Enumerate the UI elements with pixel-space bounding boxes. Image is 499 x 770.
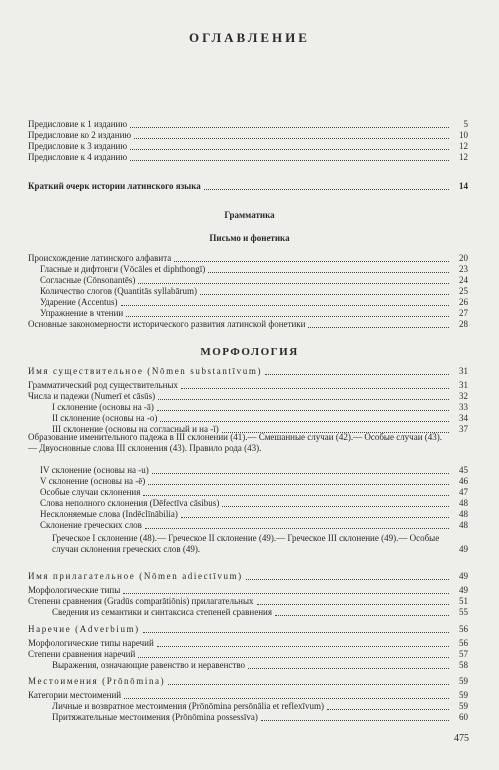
dot-leader xyxy=(200,293,449,295)
toc-entry xyxy=(28,596,468,607)
entry-title: Имя существительное (Nōmen substantīvum) xyxy=(28,366,263,376)
page-number: 31 xyxy=(459,380,468,390)
toc-entry xyxy=(28,308,468,319)
page-number: 55 xyxy=(459,607,468,617)
entry-title: Краткий очерк истории латинского языка xyxy=(28,181,201,191)
entry-title: Ударение (Accentus) xyxy=(40,297,118,307)
entry-title: Гласные и дифтонги (Vōcāles et diphthongī) xyxy=(40,264,206,274)
paragraph-text: Греческое I склонение (48).— Греческое II склонение (49).— Греческое III склонение (49).— Особые случаи склонения греческих слов (49). xyxy=(52,533,440,554)
page-number: 14 xyxy=(459,181,468,191)
toc-entry xyxy=(28,624,468,635)
dot-leader xyxy=(174,260,449,262)
entry-title: Личные и возвратное местоимения (Prōnōmina persōnālia et reflexīvum) xyxy=(52,701,324,711)
toc-paragraph xyxy=(28,533,468,555)
page-number: 31 xyxy=(459,366,468,376)
dot-leader xyxy=(157,645,449,647)
toc-entry xyxy=(28,465,468,476)
entry-title: Предисловие к 3 изданию xyxy=(28,141,128,151)
page-number: 48 xyxy=(459,498,468,508)
toc-entry xyxy=(28,413,468,424)
entry-title: II склонение (основы на -o) xyxy=(52,413,158,423)
dot-leader xyxy=(208,271,449,273)
paragraph-text: Образование именительного падежа в III склонении (41).— Смешанные случаи (42).— Особые случаи (43).— Двуосновные слова III склонения (43). Правило рода (43). xyxy=(28,432,443,453)
toc-entry xyxy=(28,712,468,723)
page-number: 20 xyxy=(459,253,468,263)
toc-entry xyxy=(28,380,468,391)
entry-title: V склонение (основы на -ē) xyxy=(40,476,146,486)
page-number: 60 xyxy=(459,712,468,722)
dot-leader xyxy=(126,315,449,317)
entry-title: Склонение греческих слов xyxy=(40,520,142,530)
phonetics-list xyxy=(28,253,468,330)
toc-entry xyxy=(28,607,468,618)
page-number: 37 xyxy=(459,424,468,434)
page-number: 57 xyxy=(459,649,468,659)
page-number: 12 xyxy=(459,141,468,151)
page-number: 56 xyxy=(459,638,468,648)
page-number: 59 xyxy=(459,701,468,711)
grammar-heading: Грамматика xyxy=(224,210,275,220)
entry-title: Местоимения (Prōnōmina) xyxy=(28,676,166,686)
entry-title: Степени сравнения наречий xyxy=(28,649,136,659)
entry-title: Числа и падежи (Numerī et cāsūs) xyxy=(28,391,156,401)
page-number: 34 xyxy=(459,413,468,423)
page-number: 48 xyxy=(459,509,468,519)
page-number-footer: 475 xyxy=(454,733,469,744)
dot-leader xyxy=(121,304,449,306)
adverb-section xyxy=(28,624,468,671)
adjective-section xyxy=(28,571,468,618)
toc-entry xyxy=(28,130,468,141)
dot-leader xyxy=(134,137,449,139)
entry-title: I склонение (основы на -ā) xyxy=(52,402,154,412)
toc-entry xyxy=(28,676,468,687)
dot-leader xyxy=(265,373,449,375)
entry-title: Морфологические типы xyxy=(28,585,121,595)
page-number: 58 xyxy=(459,660,468,670)
entry-title: III склонение (основы на согласный и на -ĭ) xyxy=(52,424,219,434)
page-number: 48 xyxy=(459,520,468,530)
toc-entry xyxy=(28,520,468,531)
history-entry xyxy=(28,181,468,192)
entry-title: Сведения из семантики и синтаксиса степеней сравнения xyxy=(52,607,272,617)
toc-entry xyxy=(28,701,468,712)
page-number: 27 xyxy=(459,308,468,318)
page-number: 5 xyxy=(463,119,468,129)
page-number: 51 xyxy=(459,596,468,606)
page-number: 25 xyxy=(459,286,468,296)
toc-paragraph xyxy=(28,432,468,454)
noun-section-2 xyxy=(28,465,468,531)
toc-entry xyxy=(28,391,468,402)
toc-entry xyxy=(28,660,468,671)
toc-entry xyxy=(28,585,468,596)
dot-leader xyxy=(145,527,449,529)
page-number: 28 xyxy=(459,319,468,329)
toc-entry xyxy=(28,253,468,264)
entry-title: IV склонение (основы на -u) xyxy=(40,465,149,475)
toc-entry xyxy=(28,649,468,660)
toc-entry xyxy=(28,487,468,498)
entry-title: Особые случаи склонения xyxy=(40,487,141,497)
entry-title: Предисловие ко 2 изданию xyxy=(28,130,132,140)
dot-leader xyxy=(130,159,449,161)
entry-title: Наречие (Adverbium) xyxy=(28,624,140,634)
toc-entry xyxy=(28,264,468,275)
page-number: 49 xyxy=(459,571,468,581)
page-number: 56 xyxy=(459,624,468,634)
toc-entry xyxy=(28,286,468,297)
dot-leader xyxy=(327,708,449,710)
entry-title: Имя прилагательное (Nōmen adiectīvum) xyxy=(28,571,243,581)
page-number: 24 xyxy=(459,275,468,285)
dot-leader xyxy=(204,188,449,190)
dot-leader xyxy=(138,656,449,658)
dot-leader xyxy=(138,282,449,284)
dot-leader xyxy=(152,472,449,474)
entry-title: Основные закономерности исторического развития латинской фонетики xyxy=(28,319,306,329)
page-title: ОГЛАВЛЕНИЕ xyxy=(189,30,310,45)
page-number: 32 xyxy=(459,391,468,401)
dot-leader xyxy=(248,667,449,669)
dot-leader xyxy=(261,719,449,721)
dot-leader xyxy=(160,420,449,422)
dot-leader xyxy=(275,614,449,616)
page-number: 47 xyxy=(459,487,468,497)
toc-entry xyxy=(28,152,468,163)
entry-title: Несклоняемые слова (Indēclīnābilia) xyxy=(40,509,178,519)
toc-entry xyxy=(28,690,468,701)
dot-leader xyxy=(124,697,449,699)
greek-paragraph xyxy=(28,533,468,555)
toc-entry xyxy=(28,366,468,377)
page-number: 12 xyxy=(459,152,468,162)
toc-entry xyxy=(28,571,468,582)
page-number: 49 xyxy=(459,544,468,554)
entry-title: Согласные (Cōnsonantēs) xyxy=(40,275,136,285)
page-number: 59 xyxy=(459,676,468,686)
pronoun-section xyxy=(28,676,468,723)
entry-title: Упражнение в чтении xyxy=(40,308,124,318)
dot-leader xyxy=(168,683,449,685)
noun-paragraph xyxy=(28,432,468,454)
entry-title: Притяжательные местоимения (Prōnōmina possessīva) xyxy=(52,712,258,722)
toc-entry xyxy=(28,119,468,130)
entry-title: Предисловие к 4 изданию xyxy=(28,152,128,162)
dot-leader xyxy=(123,592,449,594)
page-number: 49 xyxy=(459,585,468,595)
page-number: 46 xyxy=(459,476,468,486)
dot-leader xyxy=(257,603,449,605)
entry-title: Степени сравнения (Gradūs comparātiōnis) прилагательных xyxy=(28,596,254,606)
toc-entry xyxy=(28,181,468,192)
dot-leader xyxy=(143,631,449,633)
toc-entry xyxy=(28,297,468,308)
noun-section xyxy=(28,366,468,435)
page-number: 59 xyxy=(459,690,468,700)
toc-entry xyxy=(28,319,468,330)
entry-title: Выражения, означающие равенство и неравенство xyxy=(52,660,246,670)
page-number: 45 xyxy=(459,465,468,475)
phonetics-heading: Письмо и фонетика xyxy=(209,233,290,243)
entry-title: Количество слогов (Quantitās syllabārum) xyxy=(40,286,198,296)
page-number: 10 xyxy=(459,130,468,140)
dot-leader xyxy=(181,516,449,518)
entry-title: Морфологические типы наречий xyxy=(28,638,154,648)
toc-entry xyxy=(28,402,468,413)
dot-leader xyxy=(130,126,449,128)
entry-title: Предисловие к 1 изданию xyxy=(28,119,128,129)
dot-leader xyxy=(222,505,449,507)
dot-leader xyxy=(143,494,449,496)
page-number: 33 xyxy=(459,402,468,412)
morphology-heading: МОРФОЛОГИЯ xyxy=(200,346,299,358)
entry-title: Происхождение латинского алфавита xyxy=(28,253,172,263)
toc-entry xyxy=(28,638,468,649)
dot-leader xyxy=(157,409,449,411)
toc-entry xyxy=(28,509,468,520)
dot-leader xyxy=(148,483,449,485)
toc-entry xyxy=(28,141,468,152)
dot-leader xyxy=(181,387,449,389)
prefaces-list xyxy=(28,119,468,163)
entry-title: Категории местоимений xyxy=(28,690,122,700)
toc-entry xyxy=(28,498,468,509)
dot-leader xyxy=(246,578,449,580)
page-number: 23 xyxy=(459,264,468,274)
page-number: 26 xyxy=(459,297,468,307)
toc-entry xyxy=(28,275,468,286)
dot-leader xyxy=(158,398,449,400)
toc-entry xyxy=(28,476,468,487)
dot-leader xyxy=(308,326,449,328)
entry-title: Грамматический род существительных xyxy=(28,380,178,390)
entry-title: Слова неполного склонения (Dēfectīva cāsibus) xyxy=(40,498,220,508)
dot-leader xyxy=(130,148,449,150)
